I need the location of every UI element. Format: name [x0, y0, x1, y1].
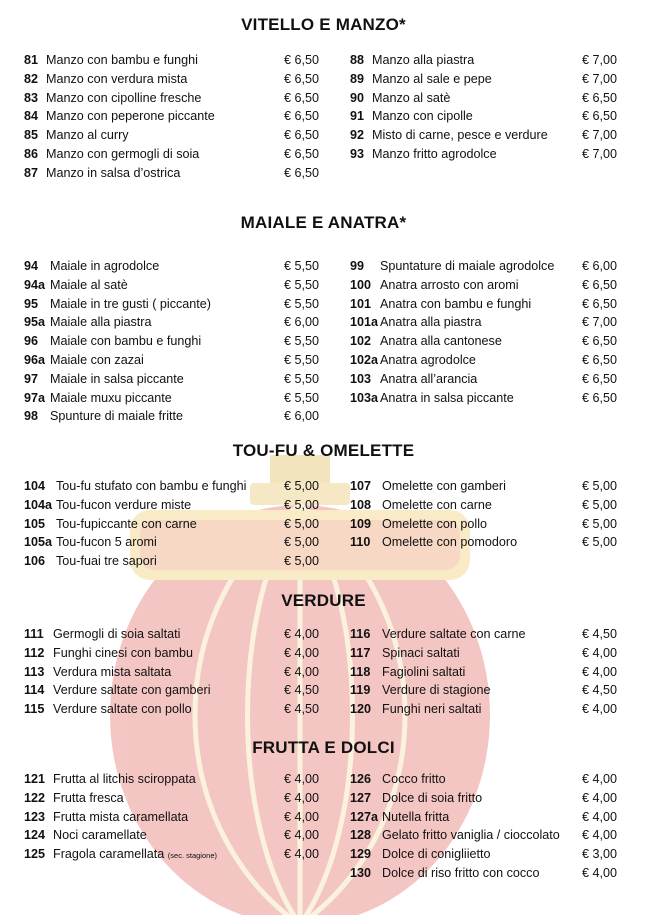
item-price: € 6,50 — [582, 334, 618, 349]
item-number: 104 — [24, 479, 46, 493]
section-title: VITELLO E MANZO* — [241, 15, 406, 34]
item-price: € 4,00 — [284, 847, 320, 862]
item-name: Manzo con cipolline fresche — [46, 90, 202, 105]
item-number: 119 — [350, 683, 371, 698]
item-number: 97a — [24, 390, 46, 405]
section-verdure — [0, 590, 647, 717]
item-price: € 4,00 — [582, 790, 618, 805]
item-number: 96a — [24, 352, 46, 367]
item-number: 84 — [24, 109, 39, 124]
section-title: MAIALE E ANATRA* — [240, 213, 407, 232]
item-name: Manzo alla piastra — [372, 53, 475, 67]
item-number: 100 — [350, 277, 372, 292]
item-name: Anatra in salsa piccante — [380, 390, 514, 405]
item-name: Funghi cinesi con bambu — [53, 645, 194, 660]
item-number: 92 — [350, 128, 365, 143]
item-name: Fagiolini saltati — [382, 664, 466, 679]
item-number: 98 — [24, 409, 39, 424]
item-price: € 7,00 — [582, 315, 618, 330]
item-number: 104a — [24, 497, 53, 512]
item-price: € 5,50 — [284, 277, 320, 292]
item-number: 95 — [24, 296, 39, 311]
section-title: TOU-FU & OMELETTE — [232, 441, 415, 460]
item-price: € 6,50 — [284, 165, 320, 180]
item-name: Manzo con cipolle — [372, 109, 473, 124]
item-name: Manzo con verdura mista — [46, 71, 188, 86]
item-name: Gelato fritto vaniglia / cioccolato — [382, 828, 560, 843]
item-number: 102a — [350, 352, 379, 367]
item-number: 111 — [24, 627, 44, 641]
item-price: € 5,00 — [582, 479, 618, 493]
section-vitello-manzo — [0, 14, 647, 180]
item-price: € 5,50 — [284, 334, 320, 349]
item-number: 120 — [350, 702, 372, 717]
item-price: € 6,50 — [284, 128, 320, 143]
item-number: 89 — [350, 71, 365, 86]
item-price: € 6,50 — [284, 53, 320, 67]
item-name: Dolce di conigliietto — [382, 847, 491, 862]
item-number: 127 — [350, 790, 372, 805]
item-number: 101 — [350, 296, 372, 311]
item-name: Spuntature di maiale agrodolce — [380, 259, 555, 273]
item-price: € 7,00 — [582, 53, 618, 67]
item-price: € 5,00 — [284, 535, 320, 550]
item-number: 118 — [350, 664, 371, 679]
item-price: € 5,00 — [284, 479, 320, 493]
item-price: € 4,00 — [284, 828, 320, 843]
item-name: Dolce di riso fritto con cocco — [382, 865, 540, 880]
item-number: 122 — [24, 790, 46, 805]
item-price: € 5,00 — [582, 516, 618, 531]
item-price: € 4,50 — [284, 683, 320, 698]
item-name: Anatra all’arancia — [380, 371, 478, 386]
item-name: Tou-fucon 5 aromi — [56, 535, 157, 550]
item-number: 109 — [350, 516, 372, 531]
item-name: Verdure saltate con carne — [382, 627, 526, 641]
item-number: 113 — [24, 664, 45, 679]
item-number: 110 — [350, 535, 371, 550]
item-name: Manzo al curry — [46, 128, 129, 143]
item-number: 125 — [24, 847, 46, 862]
item-price: € 4,00 — [582, 809, 618, 824]
item-number: 101a — [350, 315, 379, 330]
item-number: 95a — [24, 315, 46, 330]
item-price: € 4,00 — [582, 664, 618, 679]
item-name: Germogli di soia saltati — [53, 627, 181, 641]
item-price: € 5,00 — [284, 516, 320, 531]
item-number: 127a — [350, 809, 379, 824]
item-price: € 5,00 — [284, 554, 320, 569]
item-name: Maiale alla piastra — [50, 315, 152, 330]
item-name: Verdura mista saltata — [53, 664, 172, 679]
item-number: 87 — [24, 165, 39, 180]
section-toufu-omelette — [0, 440, 647, 569]
item-number: 90 — [350, 90, 365, 105]
item-name: Omelette con pollo — [382, 516, 488, 531]
item-name: Maiale con zazai — [50, 352, 144, 367]
item-price: € 6,50 — [582, 277, 618, 292]
item-name: Dolce di soia fritto — [382, 790, 483, 805]
item-number: 81 — [24, 53, 39, 67]
item-name: Tou-fu stufato con bambu e funghi — [56, 479, 247, 493]
item-number: 115 — [24, 702, 45, 717]
item-number: 82 — [24, 71, 39, 86]
item-price: € 6,50 — [582, 109, 618, 124]
item-price: € 6,00 — [284, 315, 320, 330]
item-price: € 6,50 — [284, 71, 320, 86]
item-name: Anatra con bambu e funghi — [380, 296, 532, 311]
item-price: € 4,00 — [582, 865, 618, 880]
section-title: VERDURE — [281, 591, 366, 610]
item-number: 106 — [24, 554, 46, 569]
item-name: Maiale muxu piccante — [50, 390, 172, 405]
item-name: Spinaci saltati — [382, 645, 460, 660]
item-name: Verdure saltate con pollo — [53, 702, 192, 717]
item-price: € 4,00 — [284, 645, 320, 660]
item-price: € 6,50 — [284, 90, 320, 105]
item-name — [53, 845, 217, 866]
item-number: 116 — [350, 627, 371, 641]
item-number: 83 — [24, 90, 39, 105]
item-price: € 4,00 — [582, 828, 618, 843]
item-price: € 6,50 — [582, 352, 618, 367]
item-name: Manzo con peperone piccante — [46, 109, 215, 124]
section-title: FRUTTA E DOLCI — [252, 738, 395, 757]
item-price: € 5,50 — [284, 296, 320, 311]
item-name: Frutta fresca — [53, 790, 124, 805]
item-price: € 3,00 — [582, 847, 618, 862]
item-price: € 5,00 — [284, 497, 320, 512]
item-number: 94a — [24, 277, 46, 292]
item-price: € 5,50 — [284, 371, 320, 386]
item-number: 96 — [24, 334, 39, 349]
item-name: Anatra alla piastra — [380, 315, 482, 330]
item-number: 99 — [350, 259, 365, 273]
item-number: 107 — [350, 479, 372, 493]
item-number: 129 — [350, 847, 372, 862]
item-price: € 6,50 — [582, 390, 618, 405]
item-number: 94 — [24, 259, 39, 273]
item-name: Funghi neri saltati — [382, 702, 482, 717]
item-price: € 6,00 — [582, 259, 618, 273]
item-name: Verdure saltate con gamberi — [53, 683, 211, 698]
item-price: € 4,50 — [284, 702, 320, 717]
item-number: 97 — [24, 371, 39, 386]
item-price: € 6,50 — [582, 90, 618, 105]
item-name: Tou-fupiccante con carne — [56, 516, 197, 531]
item-price: € 4,00 — [582, 772, 618, 786]
item-number: 91 — [350, 109, 365, 124]
item-name: Spunture di maiale fritte — [50, 409, 184, 424]
item-name: Manzo in salsa d’ostrica — [46, 165, 181, 180]
item-name: Tou-fuai tre sapori — [56, 554, 157, 569]
item-price: € 4,00 — [284, 790, 320, 805]
item-number: 86 — [24, 146, 39, 161]
item-number: 124 — [24, 828, 46, 843]
item-name: Frutta mista caramellata — [53, 809, 189, 824]
item-number: 103 — [350, 371, 372, 386]
item-price: € 6,50 — [582, 296, 618, 311]
item-name: Verdure di stagione — [382, 683, 491, 698]
item-name: Maiale in agrodolce — [50, 259, 160, 273]
item-price: € 5,50 — [284, 259, 320, 273]
item-number: 123 — [24, 809, 46, 824]
item-price: € 6,50 — [284, 109, 320, 124]
item-price: € 4,00 — [582, 645, 618, 660]
item-price: € 6,50 — [582, 371, 618, 386]
item-name: Anatra alla cantonese — [380, 334, 502, 349]
item-price: € 5,00 — [582, 497, 618, 512]
item-number: 114 — [24, 683, 45, 698]
item-price: € 4,00 — [284, 809, 320, 824]
item-name: Anatra agrodolce — [380, 352, 476, 367]
section-maiale-anatra — [0, 212, 647, 424]
item-number: 130 — [350, 865, 372, 880]
item-price: € 4,00 — [284, 772, 320, 786]
item-price: € 4,00 — [582, 702, 618, 717]
item-price: € 6,50 — [284, 146, 320, 161]
item-number: 105a — [24, 535, 53, 550]
item-name: Manzo fritto agrodolce — [372, 146, 497, 161]
item-number: 85 — [24, 128, 39, 143]
item-number: 108 — [350, 497, 372, 512]
item-note: (sec. stagione) — [167, 851, 217, 861]
item-name: Omelette con pomodoro — [382, 535, 518, 550]
item-name: Manzo al satè — [372, 90, 451, 105]
item-name: Maiale in salsa piccante — [50, 371, 184, 386]
item-number: 105 — [24, 516, 46, 531]
item-number: 128 — [350, 828, 372, 843]
section-frutta-dolci — [0, 737, 647, 880]
item-name: Anatra arrosto con aromi — [380, 277, 519, 292]
item-name: Maiale al satè — [50, 277, 128, 292]
item-number: 112 — [24, 645, 45, 660]
item-name: Manzo con bambu e funghi — [46, 53, 198, 67]
item-name: Omelette con carne — [382, 497, 492, 512]
item-name: Tou-fucon verdure miste — [56, 497, 192, 512]
item-number: 121 — [24, 772, 46, 786]
item-number: 102 — [350, 334, 372, 349]
item-price: € 5,50 — [284, 352, 320, 367]
item-name: Noci caramellate — [53, 828, 147, 843]
item-number: 88 — [350, 53, 365, 67]
item-number: 126 — [350, 772, 372, 786]
item-price: € 7,00 — [582, 128, 618, 143]
item-price: € 4,50 — [582, 627, 618, 641]
item-price: € 5,00 — [582, 535, 618, 550]
item-name-text: Fragola caramellata — [53, 847, 165, 862]
item-number: 117 — [350, 645, 371, 660]
item-price: € 4,00 — [284, 664, 320, 679]
item-name: Manzo con germogli di soia — [46, 146, 200, 161]
item-name: Maiale con bambu e funghi — [50, 334, 202, 349]
item-price: € 7,00 — [582, 71, 618, 86]
item-number: 103a — [350, 390, 379, 405]
item-number: 93 — [350, 146, 365, 161]
item-name: Misto di carne, pesce e verdure — [372, 128, 548, 143]
item-name: Nutella fritta — [382, 809, 450, 824]
item-name: Maiale in tre gusti ( piccante) — [50, 296, 211, 311]
item-price: € 4,50 — [582, 683, 618, 698]
item-name: Manzo al sale e pepe — [372, 71, 492, 86]
item-price: € 7,00 — [582, 146, 618, 161]
item-price: € 4,00 — [284, 627, 320, 641]
item-price: € 5,50 — [284, 390, 320, 405]
item-name: Frutta al litchis sciroppata — [53, 772, 196, 786]
item-price: € 6,00 — [284, 409, 320, 424]
item-name: Omelette con gamberi — [382, 479, 506, 493]
item-name: Cocco fritto — [382, 772, 446, 786]
